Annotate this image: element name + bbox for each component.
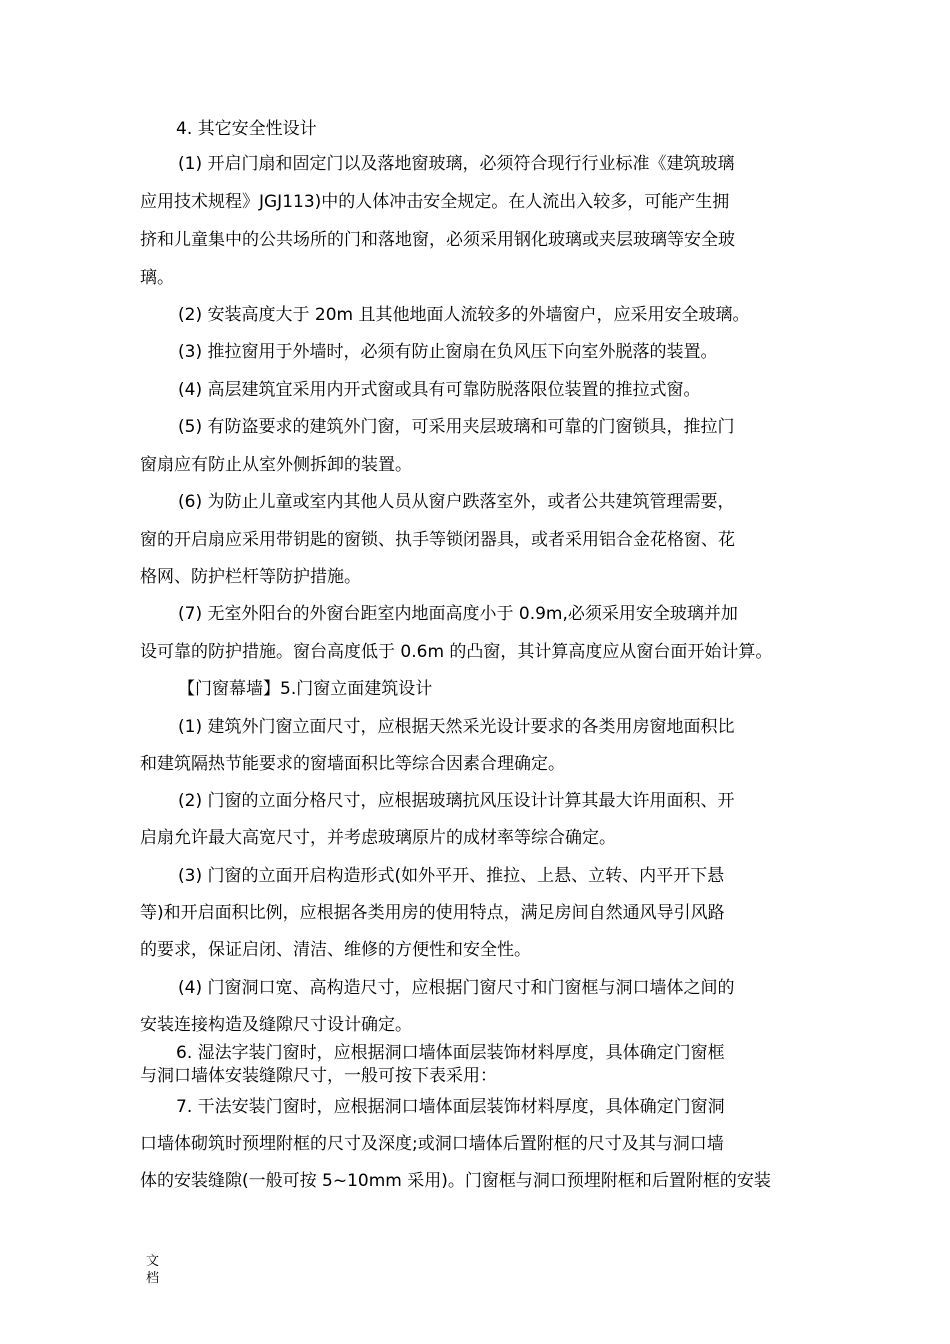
paragraph-3: (3) 推拉窗用于外墙时，必须有防止窗扇在负风压下向室外脱落的装置。 — [178, 342, 718, 362]
paragraph-4: (4) 高层建筑宜采用内开式窗或具有可靠防脱落限位装置的推拉式窗。 — [178, 380, 701, 400]
paragraph-10-line-1: (3) 门窗的立面开启构造形式(如外平开、推拉、上悬、立转、内平开下悬 — [178, 866, 725, 886]
item-7-line-1: 7. 干法安装门窗时，应根据洞口墙体面层装饰材料厚度，具体确定门窗洞 — [176, 1097, 725, 1117]
paragraph-9-line-1: (2) 门窗的立面分格尺寸，应根据玻璃抗风压设计计算其最大许用面积、开 — [178, 791, 735, 811]
footer-char-2: 档 — [146, 1271, 160, 1286]
item-7-line-2: 口墙体砌筑时预埋附框的尺寸及深度;或洞口墙体后置附框的尺寸及其与洞口墙 — [140, 1134, 724, 1154]
paragraph-11-line-2: 安装连接构造及缝隙尺寸设计确定。 — [140, 1015, 412, 1035]
paragraph-8-line-2: 和建筑隔热节能要求的窗墙面积比等综合因素合理确定。 — [140, 754, 565, 774]
paragraph-2: (2) 安装高度大于 20m 且其他地面人流较多的外墙窗户，应采用安全玻璃。 — [178, 305, 750, 325]
paragraph-6-line-3: 格网、防护栏杆等防护措施。 — [140, 567, 361, 587]
paragraph-1-line-2: 应用技术规程》JGJ113)中的人体冲击安全规定。在人流出入较多，可能产生拥 — [140, 192, 730, 212]
section-heading-5: 【门窗幕墙】5.门窗立面建筑设计 — [178, 679, 433, 699]
paragraph-10-line-3: 的要求，保证启闭、清洁、维修的方便性和安全性。 — [140, 940, 531, 960]
paragraph-7-line-1: (7) 无室外阳台的外窗台距室内地面高度小于 0.9m,必须采用安全玻璃并加 — [178, 604, 738, 624]
paragraph-1-line-3: 挤和儿童集中的公共场所的门和落地窗，必须采用钢化玻璃或夹层玻璃等安全玻 — [140, 230, 735, 250]
paragraph-1-line-4: 璃。 — [140, 268, 174, 288]
paragraph-10-line-2: 等)和开启面积比例，应根据各类用房的使用特点，满足房间自然通风导引风路 — [140, 903, 725, 923]
paragraph-1-line-1: (1) 开启门扇和固定门以及落地窗玻璃，必须符合现行行业标准《建筑玻璃 — [178, 154, 735, 174]
paragraph-8-line-1: (1) 建筑外门窗立面尺寸，应根据天然采光设计要求的各类用房窗地面积比 — [178, 717, 735, 737]
paragraph-11-line-1: (4) 门窗洞口宽、高构造尺寸，应根据门窗尺寸和门窗框与洞口墙体之间的 — [178, 978, 735, 998]
section-heading-4: 4. 其它安全性设计 — [176, 119, 317, 139]
paragraph-5-line-1: (5) 有防盗要求的建筑外门窗，可采用夹层玻璃和可靠的门窗锁具，推拉门 — [178, 417, 735, 437]
item-6-line-2: 与洞口墙体安装缝隙尺寸，一般可按下表采用： — [140, 1066, 497, 1086]
item-6-line-1: 6. 湿法字装门窗时，应根据洞口墙体面层装饰材料厚度，具体确定门窗框 — [176, 1043, 725, 1063]
paragraph-7-line-2: 设可靠的防护措施。窗台高度低于 0.6m 的凸窗，其计算高度应从窗台面开始计算。 — [140, 642, 773, 662]
paragraph-6-line-1: (6) 为防止儿童或室内其他人员从窗户跌落室外，或者公共建筑管理需要， — [178, 492, 735, 512]
paragraph-9-line-2: 启扇允许最大高宽尺寸，并考虑玻璃原片的成材率等综合确定。 — [140, 828, 616, 848]
paragraph-6-line-2: 窗的开启扇应采用带钥匙的窗锁、执手等锁闭器具，或者采用铝合金花格窗、花 — [140, 530, 735, 550]
paragraph-5-line-2: 窗扇应有防止从室外侧拆卸的装置。 — [140, 455, 412, 475]
item-7-line-3: 体的安装缝隙(一般可按 5~10mm 采用)。门窗框与洞口预埋附框和后置附框的安装 — [140, 1171, 771, 1191]
footer-char-1: 文 — [146, 1254, 160, 1269]
